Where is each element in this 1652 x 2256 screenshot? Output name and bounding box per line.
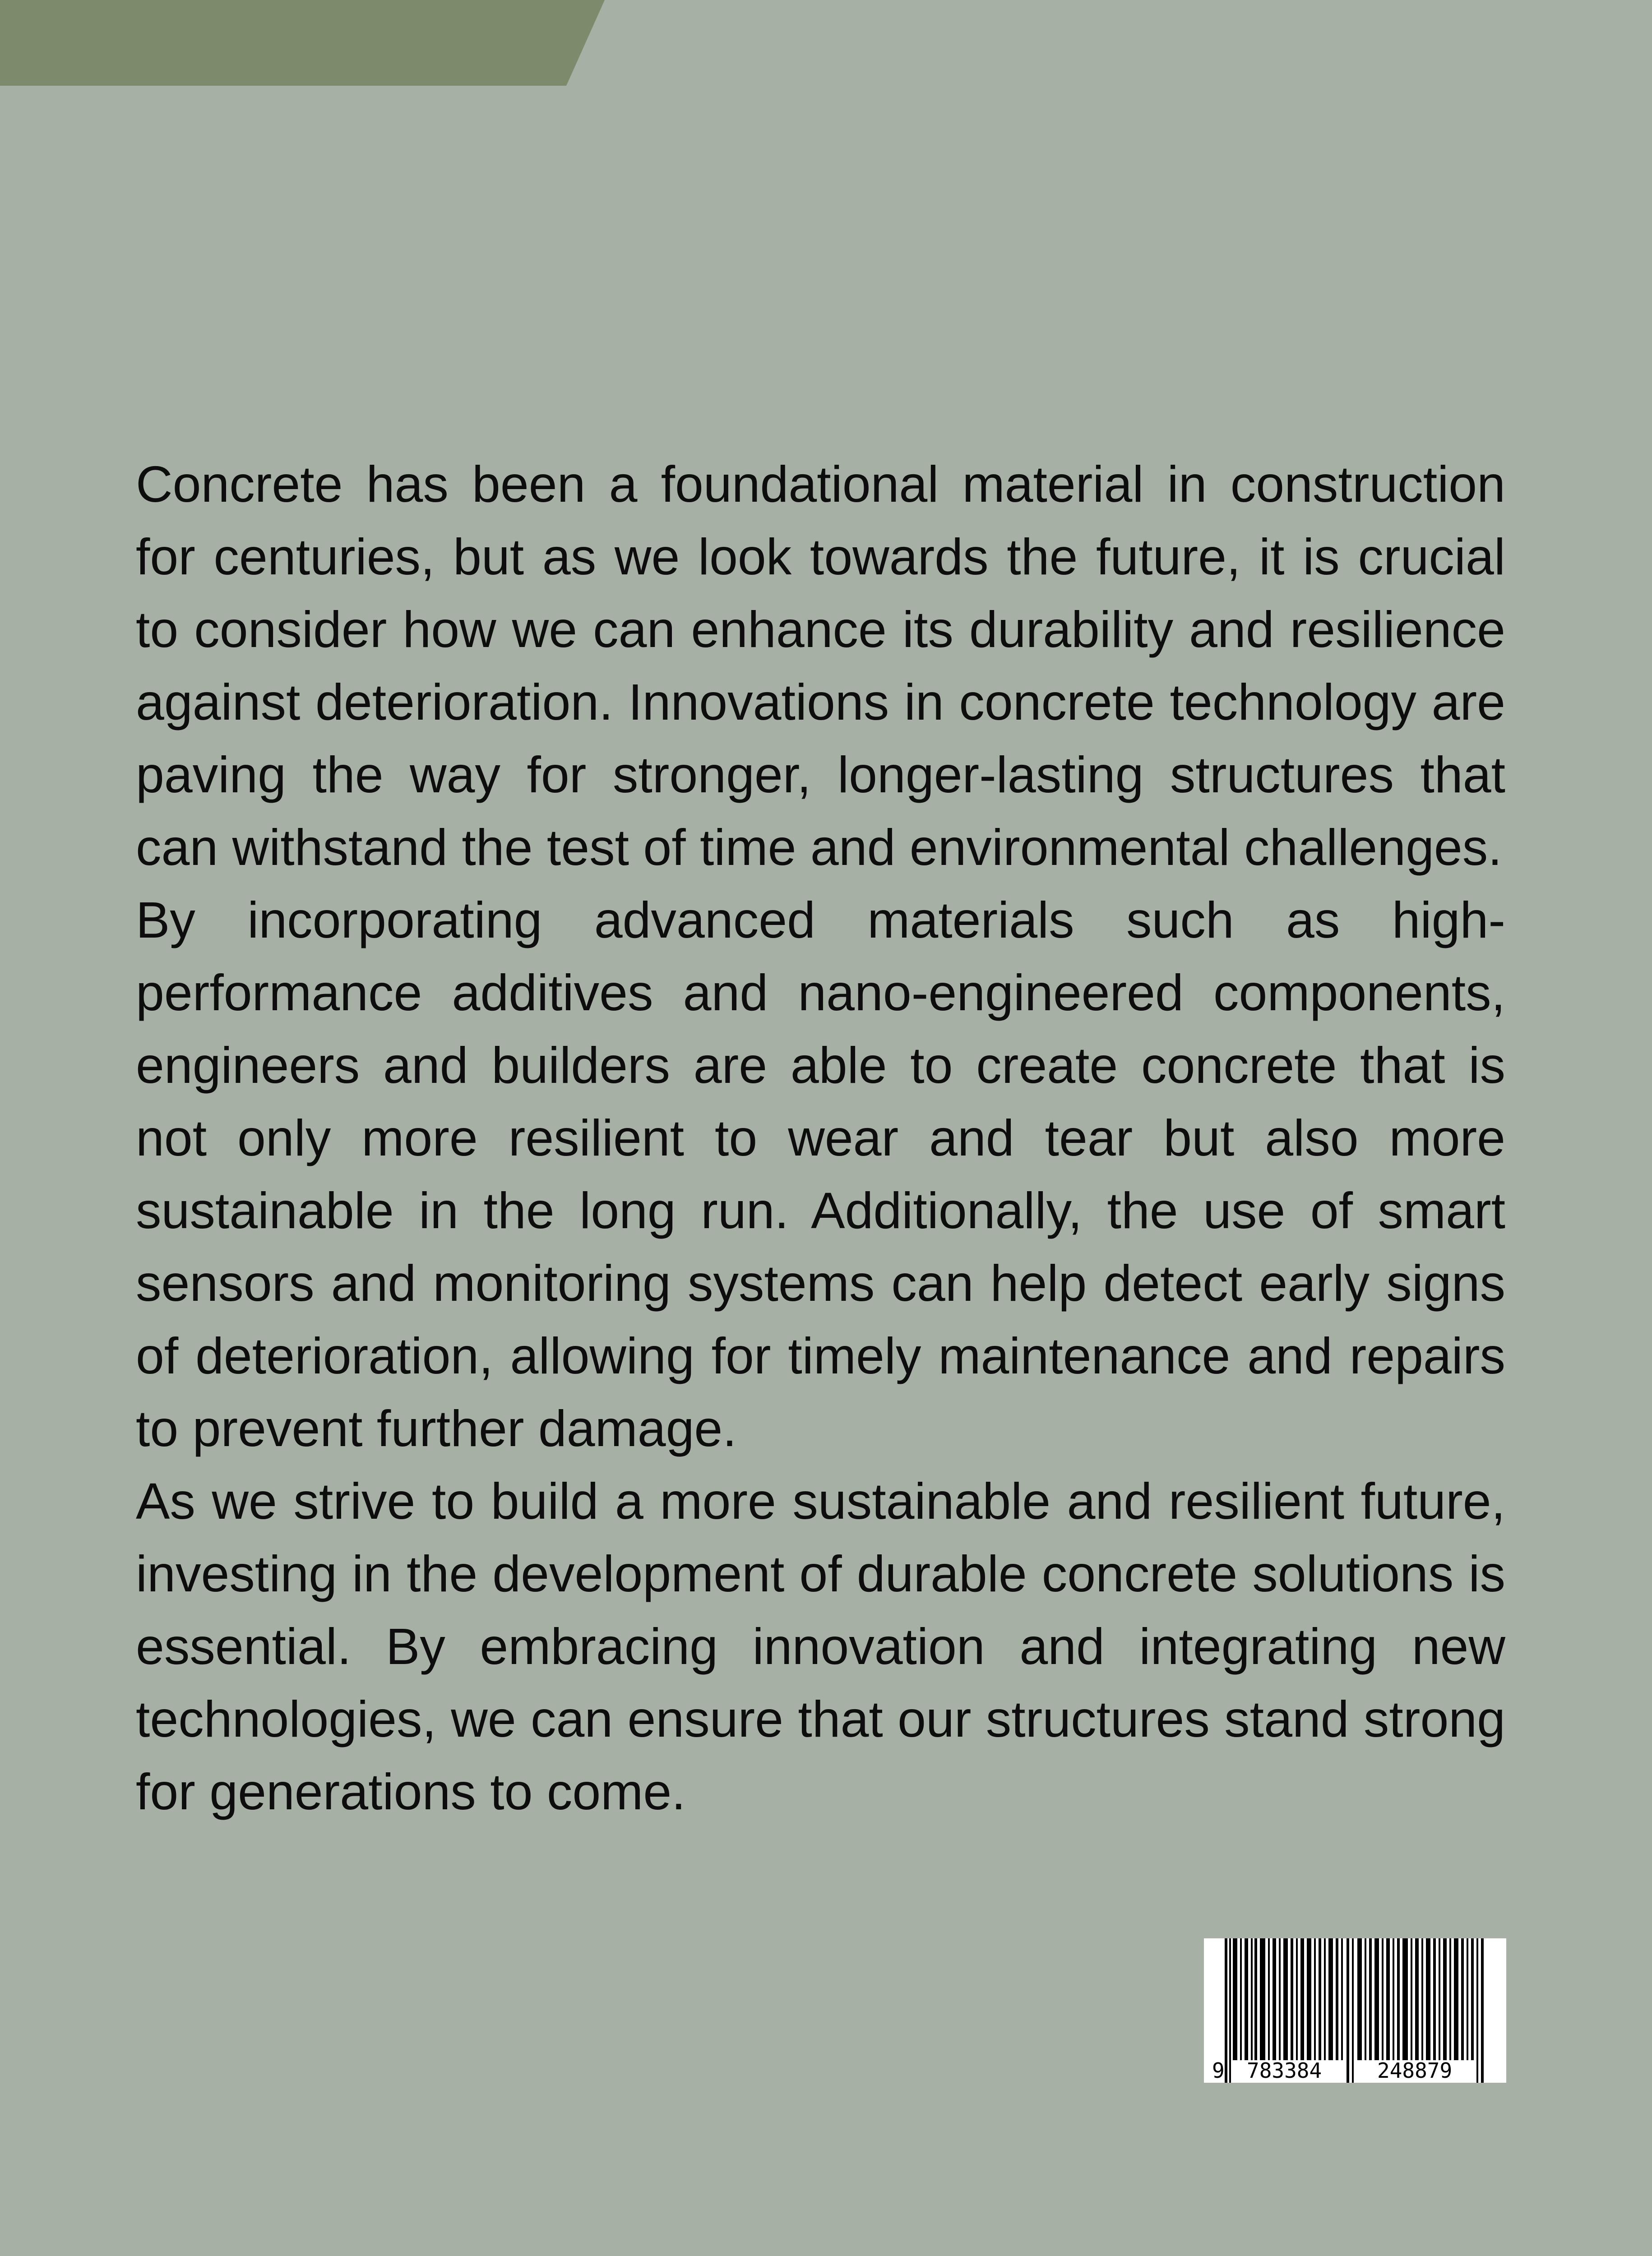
barcode-bar: [1411, 1938, 1412, 2060]
barcode-bar: [1300, 1938, 1304, 2060]
corner-band: [0, 0, 605, 86]
barcode-bar: [1296, 1938, 1298, 2060]
barcode-bar: [1471, 1938, 1474, 2060]
barcode-bar: [1352, 1938, 1354, 2083]
barcode-bar: [1461, 1938, 1464, 2060]
barcode-bar: [1415, 1938, 1419, 2060]
barcode-bar: [1374, 1938, 1379, 2060]
barcode-bar: [1426, 1938, 1430, 2060]
barcode-bar: [1386, 1938, 1390, 2060]
barcode-bar: [1273, 1938, 1276, 2060]
barcode-bar: [1319, 1938, 1321, 2060]
barcode-bar: [1421, 1938, 1423, 2060]
blurb-paragraph-1: Concrete has been a foundational material in construction for centuries, but as we look towards the future, it is crucial to consider how we can enhance its durability and resilience against deterioration. Innovations in concrete technology are paving the way for stronger, longer-lasting structures that can withstand the test of time and environmental challenges.: [136, 456, 1505, 876]
barcode-bar: [1260, 1938, 1265, 2060]
barcode-bar: [1291, 1938, 1293, 2060]
barcode-bar: [1268, 1938, 1270, 2060]
barcode-bar: [1251, 1938, 1253, 2060]
barcode-bar: [1336, 1938, 1338, 2060]
barcode-bar: [1341, 1938, 1343, 2060]
blurb-paragraph-2: By incorporating advanced materials such as high-performance additives and nano-engineered components, engineers and builders are able to create concrete that is not only more resilient to wear and tear but also more sustainable in the long run. Additionally, the use of smart sensors and monitoring systems can help detect early signs of deterioration, allowing for timely maintenance and repairs to prevent further damage.: [136, 892, 1505, 1457]
barcode-bar: [1397, 1938, 1400, 2060]
barcode-bar: [1439, 1938, 1440, 2060]
barcode-bar: [1347, 1938, 1349, 2083]
barcode-bar: [1328, 1938, 1333, 2060]
barcode-bar: [1254, 1938, 1257, 2060]
barcode-bar: [1402, 1938, 1408, 2060]
barcode-bar: [1454, 1938, 1458, 2060]
blurb-paragraph-3: As we strive to build a more sustainable and resilient future, investing in the development of durable concrete solutions is essential. By embracing innovation and integrating new technologies, we can ensure that our structures stand strong for generations to come.: [136, 1473, 1505, 1820]
barcode-bar: [1324, 1938, 1326, 2060]
barcode-bar: [1245, 1938, 1248, 2060]
barcode-bar: [1393, 1938, 1394, 2060]
isbn-barcode: [1204, 1938, 1506, 2083]
barcode-left-group: 783384: [1247, 2058, 1322, 2083]
corner-band-shape: [0, 0, 605, 86]
barcode-bar: [1433, 1938, 1436, 2060]
barcode-bar: [1369, 1938, 1372, 2060]
barcode-bar: [1365, 1938, 1366, 2060]
barcode-bar: [1233, 1938, 1237, 2060]
barcode-bar: [1307, 1938, 1311, 2060]
barcode-lead-digit: 9: [1212, 2058, 1225, 2083]
barcode-bar: [1283, 1938, 1288, 2060]
barcode-bar: [1357, 1938, 1362, 2060]
barcode-bar: [1476, 1938, 1478, 2083]
barcode-bar: [1279, 1938, 1281, 2060]
barcode-bar: [1382, 1938, 1384, 2060]
barcode-bar: [1225, 1938, 1227, 2083]
barcode-bar: [1229, 1938, 1231, 2083]
barcode-bar: [1481, 1938, 1484, 2083]
back-cover-blurb: [136, 448, 1505, 1828]
barcode-bar: [1467, 1938, 1468, 2060]
barcode-bar: [1314, 1938, 1316, 2060]
barcode-bar: [1449, 1938, 1451, 2060]
barcode-bar: [1240, 1938, 1242, 2060]
barcode-right-group: 248879: [1377, 2058, 1453, 2083]
barcode-bar: [1443, 1938, 1447, 2060]
